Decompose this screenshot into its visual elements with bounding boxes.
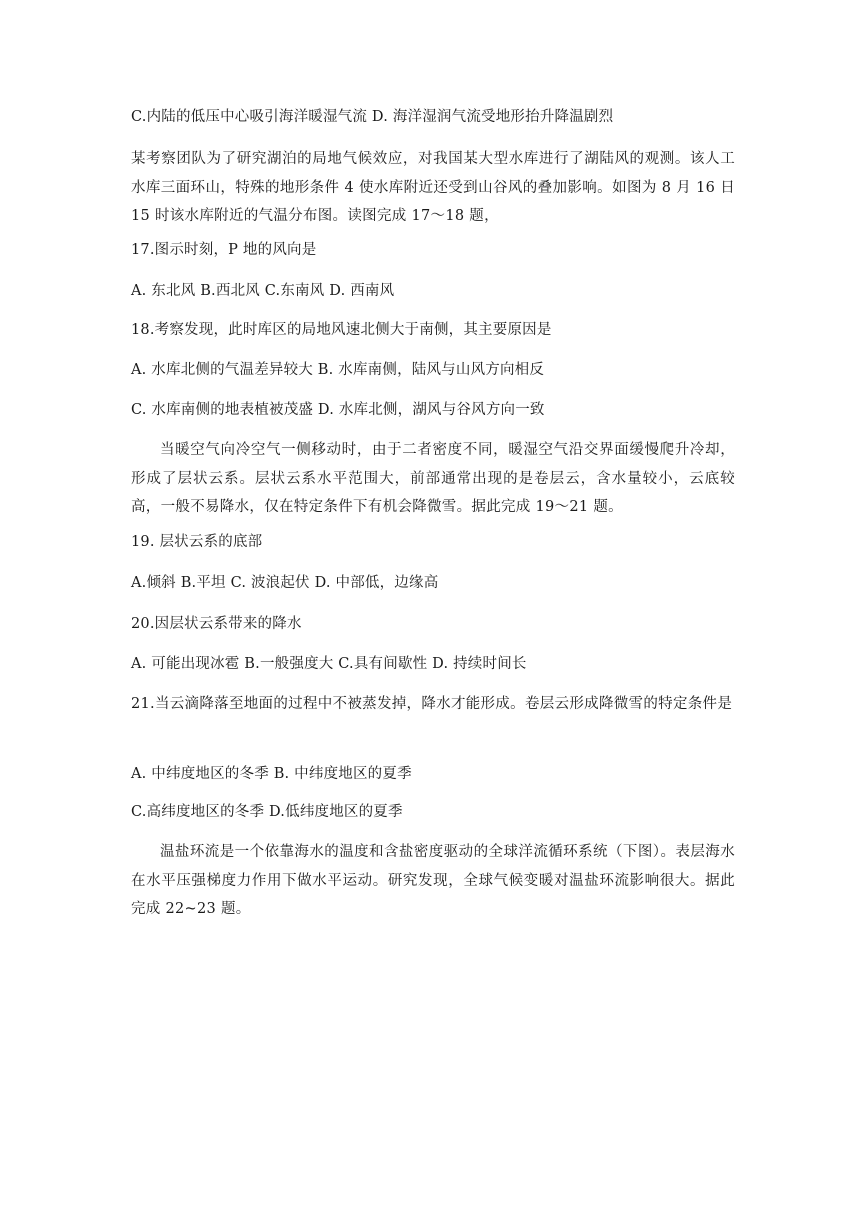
question-21-stem: 21.当云滴降落至地面的过程中不被蒸发掉，降水才能形成。卷层云形成降微雪的特定条件是 [131, 696, 733, 712]
question-20-options: A. 可能出现冰雹 B.一般强度大 C.具有间歇性 D. 持续时间长 [131, 656, 527, 672]
intro-paragraph-17-18: 某考察团队为了研究湖泊的局地气候效应，对我国某大型水库进行了湖陆风的观测。该人工水库三面环山，特殊的地形条件 4 使水库附近还受到山谷风的叠加影响。如图为 8 月 16 日 15 时该水库附近的气温分布图。读图完成 17～18 题， [131, 151, 735, 224]
question-18-options-ab: A. 水库北侧的气温差异较大 B. 水库南侧，陆风与山风方向相反 [131, 362, 545, 378]
question-16-options-cd: C.内陆的低压中心吸引海洋暖湿气流 D. 海洋湿润气流受地形抬升降温剧烈 [131, 109, 614, 125]
question-21-options-ab: A. 中纬度地区的冬季 B. 中纬度地区的夏季 [131, 766, 412, 782]
question-17-options: A. 东北风 B.西北风 C.东南风 D. 西南风 [131, 283, 395, 299]
intro-paragraph-22-23: 温盐环流是一个依靠海水的温度和含盐密度驱动的全球洋流循环系统（下图）。表层海水在水平压强梯度力作用下做水平运动。研究发现，全球气候变暖对温盐环流影响很大。据此完成 22~23 题。 [131, 844, 735, 917]
question-19-options: A.倾斜 B.平坦 C. 波浪起伏 D. 中部低，边缘高 [131, 575, 439, 591]
question-18-stem: 18.考察发现，此时库区的局地风速北侧大于南侧，其主要原因是 [131, 322, 552, 338]
intro-paragraph-19-21: 当暖空气向冷空气一侧移动时，由于二者密度不同，暖湿空气沿交界面缓慢爬升冷却，形成了层状云系。层状云系水平范围大，前部通常出现的是卷层云，含水量较小，云底较高，一般不易降水，仅在特定条件下有机会降微雪。据此完成 19～21 题。 [131, 442, 735, 515]
question-21-options-cd: C.高纬度地区的冬季 D.低纬度地区的夏季 [131, 804, 403, 820]
question-20-stem: 20.因层状云系带来的降水 [131, 616, 302, 632]
question-18-options-cd: C. 水库南侧的地表植被茂盛 D. 水库北侧，湖风与谷风方向一致 [131, 402, 545, 418]
question-17-stem: 17.图示时刻，P 地的风向是 [131, 242, 317, 258]
question-19-stem: 19. 层状云系的底部 [131, 534, 263, 550]
